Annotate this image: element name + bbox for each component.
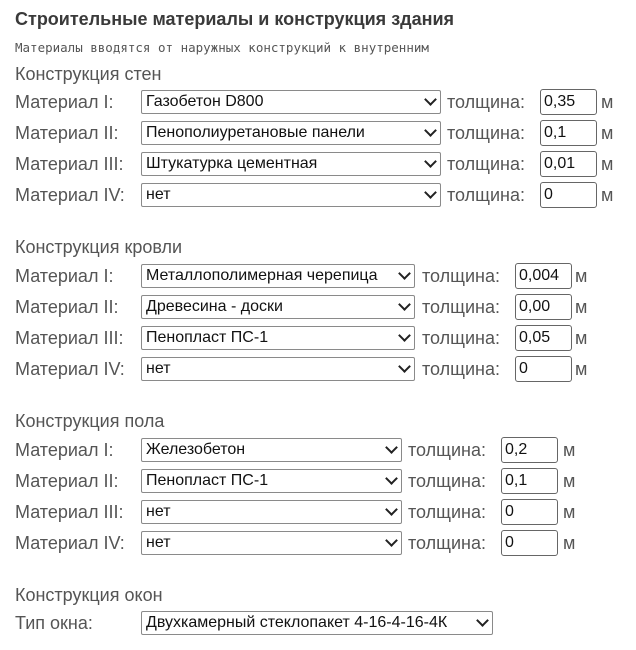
page-title: Строительные материалы и конструкция здания [15,9,455,29]
chevron-down-icon [385,441,398,454]
chevron-down-icon [385,503,398,516]
material-label: Материал II: [15,471,119,491]
floor-section-heading: Конструкция пола [15,411,165,431]
unit-label: м [575,359,588,379]
walls-material-4-select[interactable]: нет [141,183,441,207]
chevron-down-icon [385,472,398,485]
roof-thickness-1-input[interactable]: 0,004 [515,263,572,289]
floor-material-4-select[interactable]: нет [141,531,402,555]
chevron-down-icon [424,124,437,137]
floor-thickness-1-input[interactable]: 0,2 [501,437,558,463]
material-label: Материал III: [15,502,124,522]
roof-thickness-4-input[interactable]: 0 [515,356,572,382]
chevron-down-icon [424,93,437,106]
roof-thickness-3-input[interactable]: 0,05 [515,325,572,351]
material-label: Материал III: [15,328,124,348]
unit-label: м [563,471,576,491]
unit-label: м [601,185,614,205]
thickness-label: толщина: [408,502,486,522]
material-label: Материал I: [15,92,114,112]
windows-section-heading: Конструкция окон [15,585,163,605]
thickness-label: толщина: [447,185,525,205]
chevron-down-icon [398,298,411,311]
material-label: Материал II: [15,297,119,317]
window-type-select[interactable]: Двухкамерный стеклопакет 4-16-4-16-4К [141,611,493,635]
unit-label: м [563,502,576,522]
walls-thickness-1-input[interactable]: 0,35 [540,89,597,115]
thickness-label: толщина: [408,533,486,553]
roof-material-1-select[interactable]: Металлополимерная черепица [141,264,415,288]
material-label: Материал II: [15,123,119,143]
material-label: Материал IV: [15,533,125,553]
unit-label: м [563,440,576,460]
floor-thickness-2-input[interactable]: 0,1 [501,468,558,494]
floor-row-3 [15,499,630,525]
floor-material-1-select[interactable]: Железобетон [141,438,402,462]
walls-row-2 [15,120,630,146]
chevron-down-icon [385,534,398,547]
chevron-down-icon [398,360,411,373]
floor-material-3-select[interactable]: нет [141,500,402,524]
thickness-label: толщина: [447,92,525,112]
window-type-label: Тип окна: [15,613,93,633]
thickness-label: толщина: [422,297,500,317]
thickness-label: толщина: [422,359,500,379]
walls-material-3-select[interactable]: Штукатурка цементная [141,152,441,176]
material-label: Материал III: [15,154,124,174]
walls-material-2-select[interactable]: Пенополиуретановые панели [141,121,441,145]
unit-label: м [575,328,588,348]
unit-label: м [601,123,614,143]
unit-label: м [575,297,588,317]
floor-thickness-3-input[interactable]: 0 [501,499,558,525]
material-label: Материал I: [15,440,114,460]
walls-section-heading: Конструкция стен [15,64,162,84]
unit-label: м [601,154,614,174]
roof-material-3-select[interactable]: Пенопласт ПС-1 [141,326,415,350]
unit-label: м [601,92,614,112]
floor-row-2 [15,468,630,494]
chevron-down-icon [424,186,437,199]
windows-row [15,610,630,636]
roof-row-1 [15,263,630,289]
page-subtitle: Материалы вводятся от наружных конструкций к внутренним [15,40,429,55]
chevron-down-icon [424,155,437,168]
roof-row-3 [15,325,630,351]
roof-material-4-select[interactable]: нет [141,357,415,381]
walls-row-4 [15,182,630,208]
walls-thickness-4-input[interactable]: 0 [540,182,597,208]
floor-material-2-select[interactable]: Пенопласт ПС-1 [141,469,402,493]
material-label: Материал I: [15,266,114,286]
thickness-label: толщина: [408,440,486,460]
walls-material-1-select[interactable]: Газобетон D800 [141,90,441,114]
unit-label: м [563,533,576,553]
roof-thickness-2-input[interactable]: 0,00 [515,294,572,320]
roof-row-4 [15,356,630,382]
thickness-label: толщина: [408,471,486,491]
floor-row-4 [15,530,630,556]
thickness-label: толщина: [447,123,525,143]
floor-row-1 [15,437,630,463]
thickness-label: толщина: [422,266,500,286]
walls-row-1 [15,89,630,115]
unit-label: м [575,266,588,286]
roof-row-2 [15,294,630,320]
chevron-down-icon [476,614,489,627]
chevron-down-icon [398,267,411,280]
chevron-down-icon [398,329,411,342]
material-label: Материал IV: [15,359,125,379]
material-label: Материал IV: [15,185,125,205]
walls-row-3 [15,151,630,177]
thickness-label: толщина: [447,154,525,174]
walls-thickness-3-input[interactable]: 0,01 [540,151,597,177]
thickness-label: толщина: [422,328,500,348]
roof-material-2-select[interactable]: Древесина - доски [141,295,415,319]
walls-thickness-2-input[interactable]: 0,1 [540,120,597,146]
floor-thickness-4-input[interactable]: 0 [501,530,558,556]
roof-section-heading: Конструкция кровли [15,237,183,257]
